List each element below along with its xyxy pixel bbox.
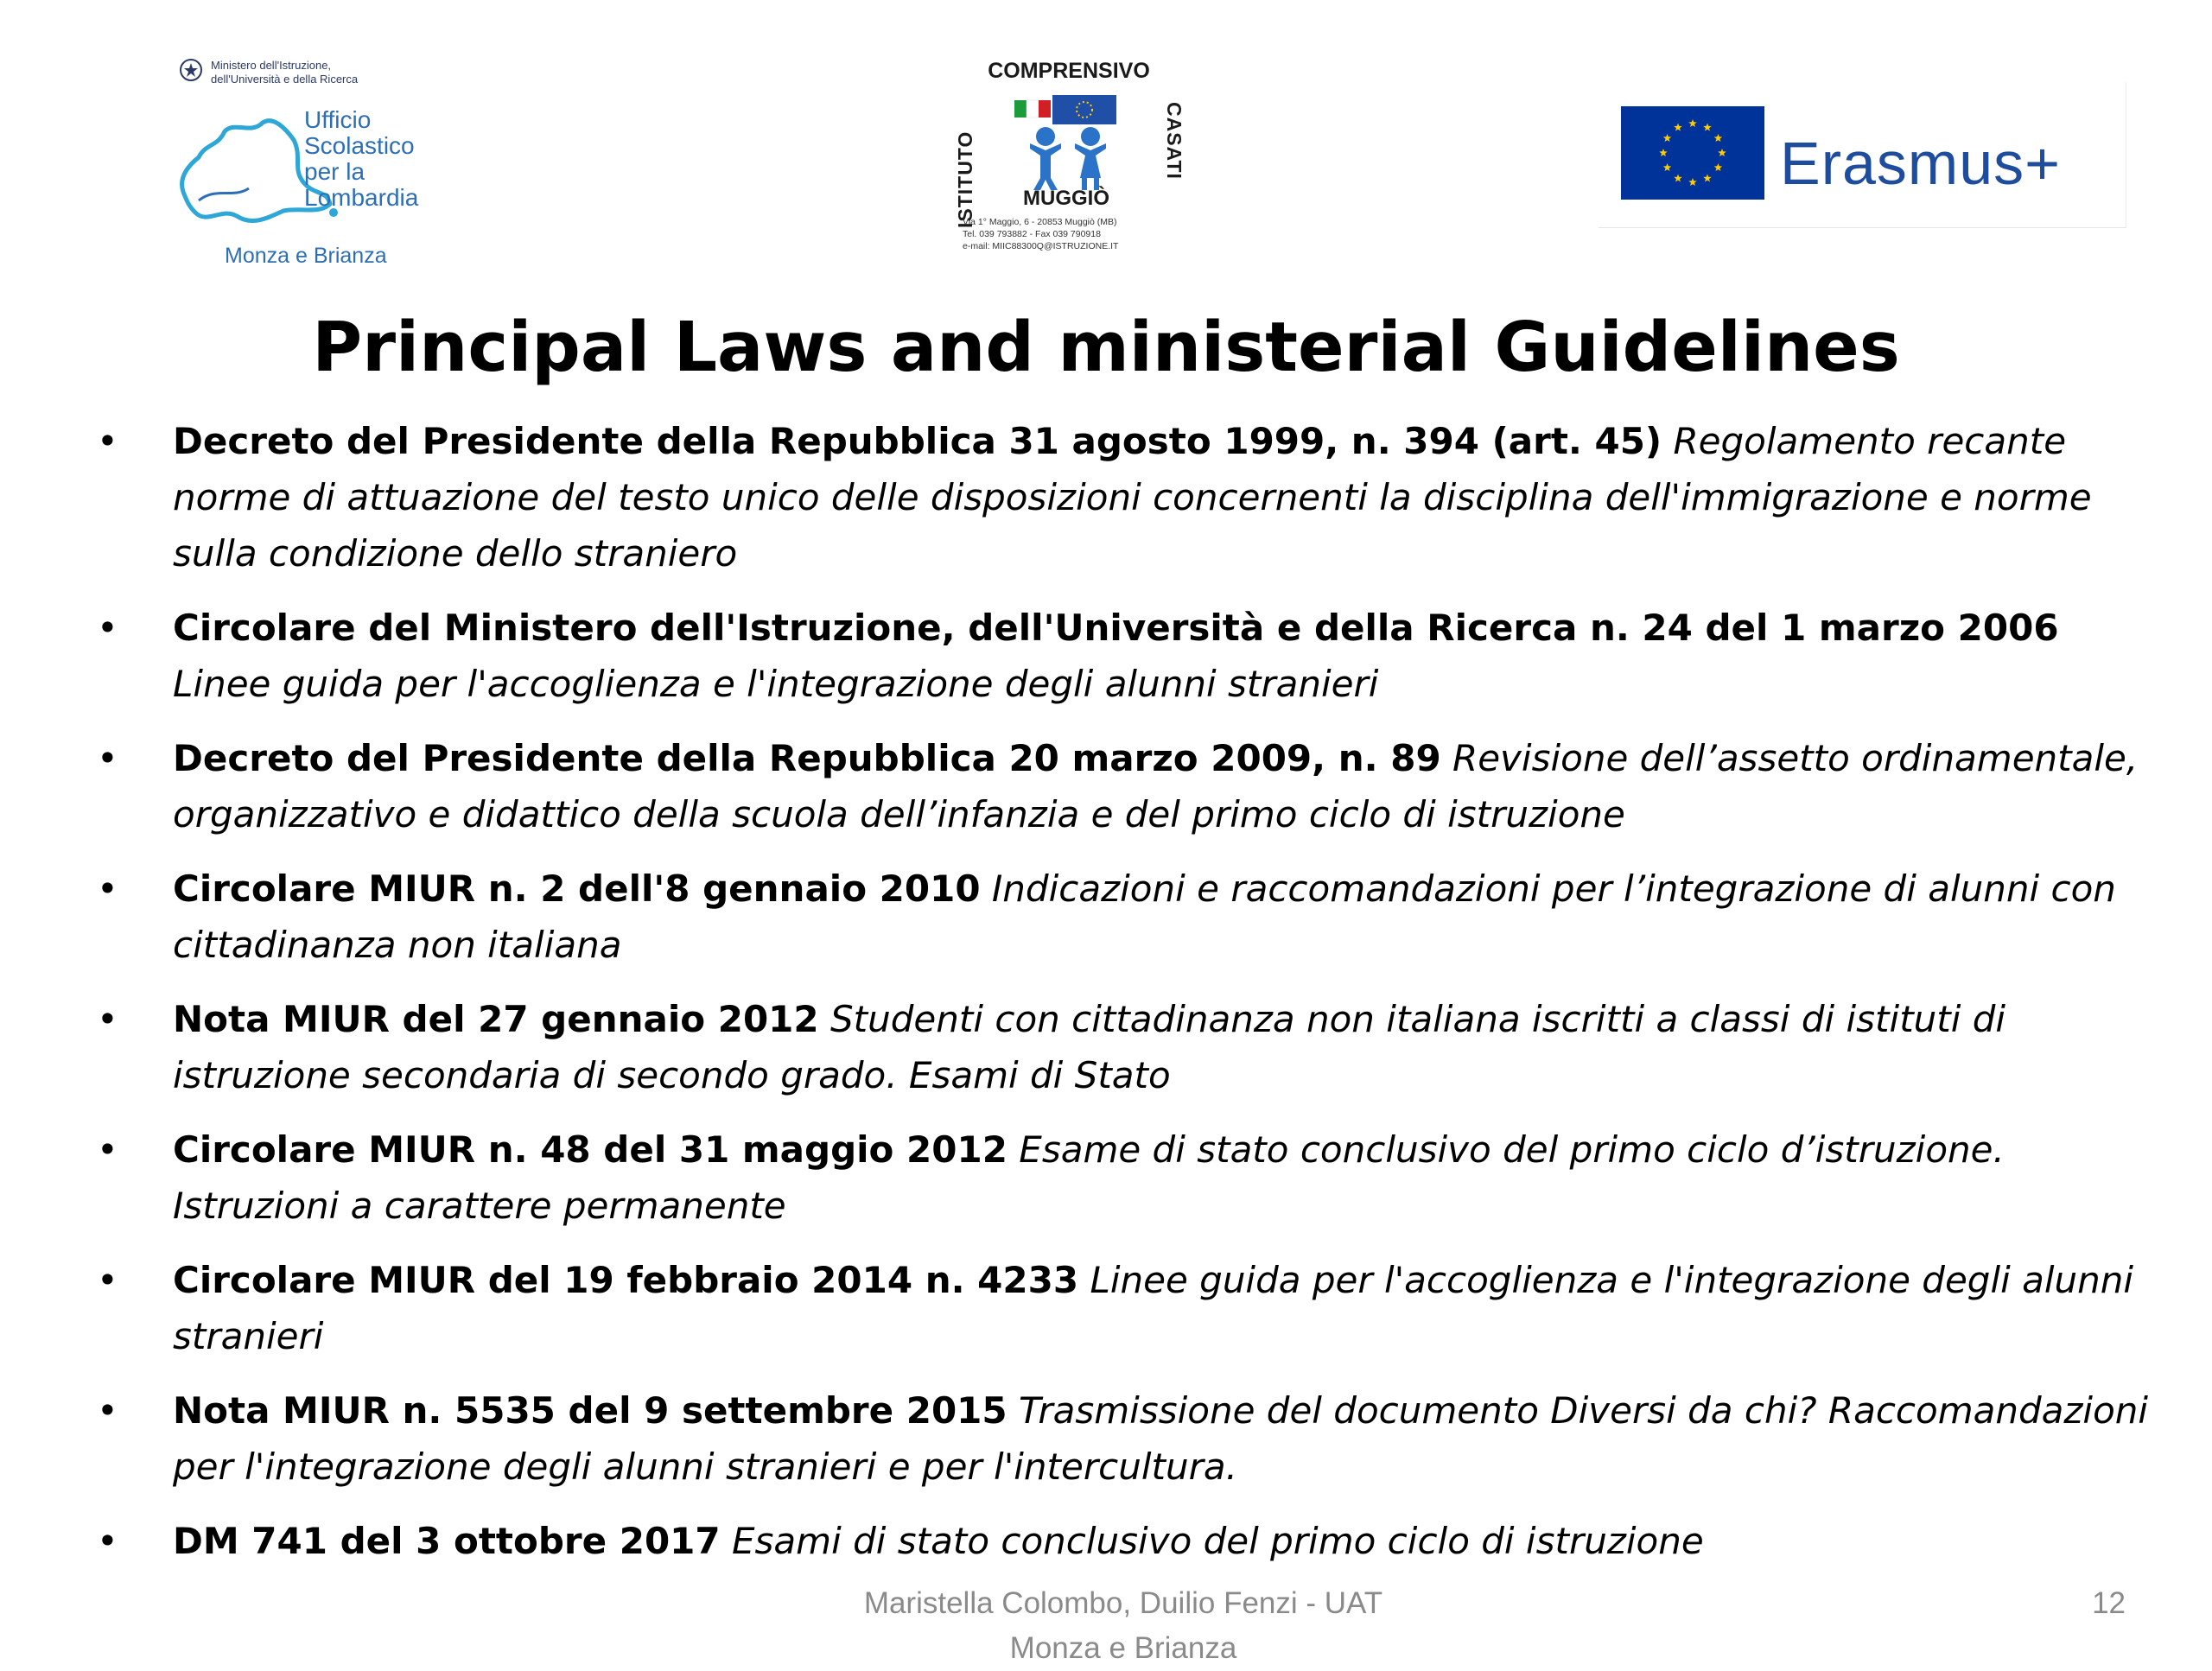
law-description: Linee guida per l'accoglienza e l'integrazione degli alunni stranieri <box>173 1259 2134 1357</box>
ic-right-label: CASATI <box>1163 102 1185 180</box>
children-flags-icon <box>988 88 1144 200</box>
footer-office: Monza e Brianza <box>1009 1631 1237 1665</box>
law-reference: Decreto del Presidente della Repubblica 31 agosto 1999, n. 394 (art. 45) <box>173 420 1662 462</box>
ic-address: Via 1° Maggio, 6 - 20853 Muggiò (MB) Tel. 039 793882 - Fax 039 790918 e-mail: MIIC88300Q@ISTRUZIONE.IT <box>963 217 1119 251</box>
list-item <box>86 413 2177 581</box>
law-reference: Nota MIUR n. 5535 del 9 settembre 2015 <box>173 1389 1007 1432</box>
usr-province: Monza e Brianza <box>225 244 387 268</box>
ic-bottom-label: MUGGIÒ <box>1023 187 1109 210</box>
slide-footer <box>778 1581 1469 1671</box>
laws-list <box>86 413 2177 1587</box>
list-item <box>86 1121 2177 1234</box>
istituto-comprensivo-logo <box>954 55 1185 263</box>
law-description: Revisione dell’assetto ordinamentale, organizzativo e didattico della scuola dell’infanzia e del primo ciclo di istruzione <box>173 737 2139 836</box>
list-item <box>86 991 2177 1103</box>
italian-republic-emblem-icon <box>178 57 204 83</box>
ic-top-label: COMPRENSIVO <box>988 59 1150 83</box>
list-item <box>86 861 2177 973</box>
law-reference: Circolare MIUR n. 2 dell'8 gennaio 2010 <box>173 867 981 910</box>
ic-left-label: ISTITUTO <box>954 130 976 228</box>
law-description: Linee guida per l'accoglienza e l'integrazione degli alunni stranieri <box>173 663 1379 705</box>
list-item <box>86 730 2177 842</box>
usr-lombardia-logo <box>169 54 498 275</box>
law-reference: Nota MIUR del 27 gennaio 2012 <box>173 998 819 1040</box>
law-description: Regolamento recante norme di attuazione del testo unico delle disposizioni concernenti la disciplina dell'immigrazione e norme sulla condizione dello straniero <box>173 420 2092 575</box>
law-description: Esame di stato conclusivo del primo ciclo d’istruzione. Istruzioni a carattere permanente <box>173 1128 2005 1227</box>
list-item <box>86 1252 2177 1364</box>
law-reference: Decreto del Presidente della Repubblica 20 marzo 2009, n. 89 <box>173 737 1441 779</box>
law-reference: DM 741 del 3 ottobre 2017 <box>173 1520 721 1562</box>
eu-flag-icon <box>1621 106 1764 200</box>
law-reference: Circolare MIUR n. 48 del 31 maggio 2012 <box>173 1128 1007 1171</box>
page-number: 12 <box>2092 1586 2126 1620</box>
ministry-label: Ministero dell'Istruzione, dell'Università e della Ricerca <box>211 59 359 86</box>
law-description: Trasmissione del documento Diversi da chi? Raccomandazioni per l'integrazione degli alunni stranieri e per l'intercultura. <box>173 1389 2149 1488</box>
law-description: Esami di stato conclusivo del primo ciclo di istruzione <box>732 1520 1704 1562</box>
erasmus-plus-text: Erasmus+ <box>1780 130 2062 197</box>
law-description: Indicazioni e raccomandazioni per l’integrazione di alunni con cittadinanza non italiana <box>173 867 2116 966</box>
footer-authors: Maristella Colombo, Duilio Fenzi - UAT <box>863 1586 1383 1620</box>
usr-name: Ufficio Scolastico per la Lombardia <box>304 106 419 211</box>
law-description: Studenti con cittadinanza non italiana iscritti a classi di istituti di istruzione secondaria di secondo grado. Esami di Stato <box>173 998 2006 1096</box>
slide-title: Principal Laws and ministerial Guidelines <box>312 308 1900 387</box>
list-item <box>86 1382 2177 1495</box>
law-reference: Circolare del Ministero dell'Istruzione, dell'Università e della Ricerca n. 24 del 1 marzo 2006 <box>173 607 2059 649</box>
list-item <box>86 600 2177 712</box>
list-item <box>86 1513 2177 1569</box>
law-reference: Circolare MIUR del 19 febbraio 2014 n. 4233 <box>173 1259 1079 1301</box>
erasmus-plus-logo <box>1599 82 2126 228</box>
